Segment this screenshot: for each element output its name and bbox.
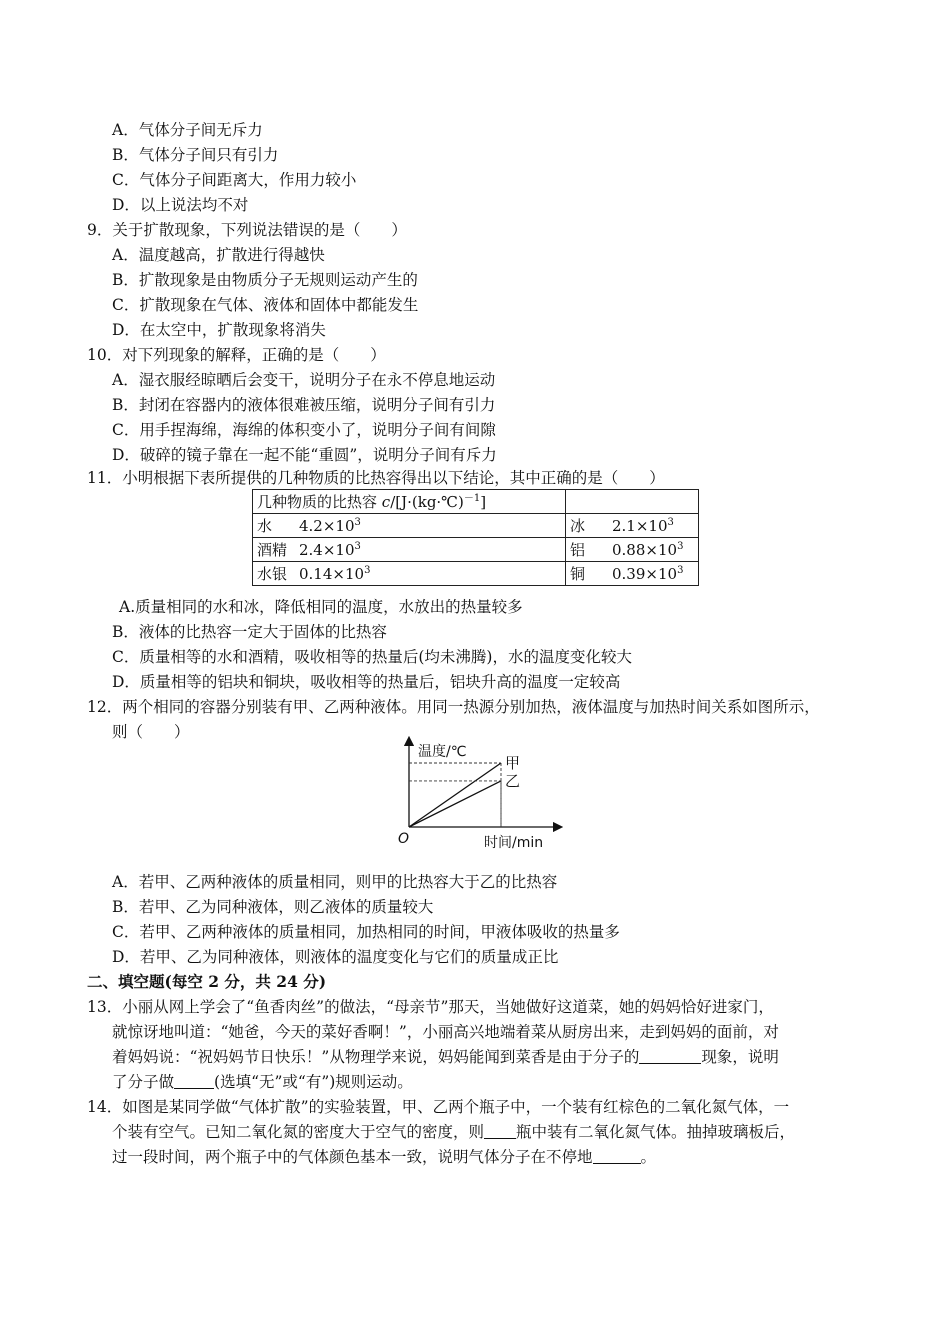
substance-name: 水 [257,517,273,535]
q8-option-d: D．以上说法均不对 [112,196,249,214]
table-header-close: ] [480,493,487,511]
specific-heat-value: 2.1×10 [612,517,668,535]
series-line-1 [409,763,501,827]
substance-name: 冰 [570,517,586,535]
q12-stem-line1: 12．两个相同的容器分别装有甲、乙两种液体。用同一热源分别加热，液体温度与加热时间关系如图所示， [87,698,820,716]
temperature-time-chart [390,735,570,855]
q14-line3 [112,1146,656,1168]
series-label-1: 甲 [505,754,521,772]
q8-option-c: C．气体分子间距离大，作用力较小 [112,171,357,189]
q9-option-a: A．温度越高，扩散进行得越快 [112,246,325,264]
q8-option-a: A．气体分子间无斥力 [112,121,263,139]
origin-label: O [398,831,410,847]
value-exponent: 3 [354,517,361,528]
q11-option-d: D．质量相等的铝块和铜块，吸收相等的热量后，铝块升高的温度一定较高 [112,673,621,691]
value-exponent: 3 [667,517,674,528]
table-header-exponent: －1 [463,493,481,504]
q14-line3-text: 过一段时间，两个瓶子中的气体颜色基本一致，说明气体分子在不停地 [112,1148,593,1166]
q8-option-b: B．气体分子间只有引力 [112,146,279,164]
q13-line4-text: 了分子做 [112,1073,175,1091]
table-header-empty-cell [566,490,699,514]
q9-option-d: D．在太空中，扩散现象将消失 [112,321,326,339]
q14-line2 [112,1121,795,1143]
q13-line1: 13．小丽从网上学会了“鱼香肉丝”的做法，“母亲节”那天，当她做好这道菜，她的妈妈恰好进家门， [87,998,774,1016]
table-row [253,562,699,586]
substance-name: 铝 [570,541,586,559]
q13-line2: 就惊讶地叫道：“她爸，今天的菜好香啊！”，小丽高兴地端着菜从厨房出来，走到妈妈的面前，对 [112,1023,779,1041]
y-axis-label: 温度/℃ [418,744,467,760]
q12-stem-line2: 则（ ） [112,723,190,741]
substance-name: 铜 [570,565,586,583]
series-line-2 [409,781,501,827]
q13-line3-text: 着妈妈说：“祝妈妈节日快乐！”从物理学来说，妈妈能闻到菜香是由于分子的 [112,1048,640,1066]
specific-heat-value: 0.14×10 [299,565,365,583]
q13-line4-tail: (选填“无”或“有”)规则运动。 [214,1073,413,1091]
q13-line4 [112,1071,413,1093]
table-header-cell [253,490,566,514]
q9-stem: 9．关于扩散现象，下列说法错误的是（ ） [87,221,407,239]
x-axis-label: 时间/min [484,835,544,851]
table-header-text: 几种物质的比热容 [257,493,382,511]
q10-option-b: B．封闭在容器内的液体很难被压缩，说明分子间有引力 [112,396,496,414]
table-cell [253,562,566,586]
specific-heat-value: 0.39×10 [612,565,678,583]
value-exponent: 3 [354,541,361,552]
q10-option-d: D．破碎的镜子靠在一起不能“重圆”，说明分子间有斥力 [112,446,497,464]
value-exponent: 3 [677,565,684,576]
q13-line3 [112,1046,779,1068]
q14-line2-text: 个装有空气。已知二氧化氮的密度大于空气的密度，则 [112,1123,485,1141]
q12-option-b: B．若甲、乙为同种液体，则乙液体的质量较大 [112,898,434,916]
value-exponent: 3 [677,541,684,552]
q14-blank-1[interactable] [484,1122,516,1139]
q9-option-b: B．扩散现象是由物质分子无规则运动产生的 [112,271,418,289]
q14-line2-tail: 瓶中装有二氧化氮气体。抽掉玻璃板后， [516,1123,796,1141]
table-header-unit: /[J·(kg·℃) [390,493,464,511]
q12-option-c: C．若甲、乙两种液体的质量相同，加热相同的时间，甲液体吸收的热量多 [112,923,620,941]
q11-stem: 11．小明根据下表所提供的几种物质的比热容得出以下结论，其中正确的是（ ） [87,469,665,487]
substance-name: 水银 [257,565,288,583]
q12-option-d: D．若甲、乙为同种液体，则液体的温度变化与它们的质量成正比 [112,948,559,966]
value-exponent: 3 [364,565,371,576]
table-header-row [253,490,699,514]
q13-blank-2[interactable] [174,1072,214,1089]
q10-option-a: A．湿衣服经晾晒后会变干，说明分子在永不停息地运动 [112,371,496,389]
table-header-symbol: c [381,493,391,511]
table-row [253,538,699,562]
q14-blank-2[interactable] [593,1147,641,1164]
q10-stem: 10．对下列现象的解释，正确的是（ ） [87,346,386,364]
section2-title: 二、填空题(每空 2 分，共 24 分) [87,972,327,991]
substance-name: 酒精 [257,541,288,559]
q11-option-c: C．质量相等的水和酒精，吸收相等的热量后(均未沸腾)，水的温度变化较大 [112,648,632,666]
specific-heat-value: 4.2×10 [299,517,355,535]
table-cell [253,514,566,538]
specific-heat-value: 2.4×10 [299,541,355,559]
specific-heat-value: 0.88×10 [612,541,678,559]
table-cell [253,538,566,562]
table-cell [566,562,699,586]
q14-line1: 14．如图是某同学做“气体扩散”的实验装置，甲、乙两个瓶子中，一个装有红棕色的二氧化氮气体，一 [87,1098,790,1116]
q11-option-b: B．液体的比热容一定大于固体的比热容 [112,623,387,641]
q9-option-c: C．扩散现象在气体、液体和固体中都能发生 [112,296,419,314]
table-cell [566,514,699,538]
series-layer [409,754,520,827]
q13-line3-tail: 现象，说明 [701,1048,779,1066]
q10-option-c: C．用手捏海绵，海绵的体积变小了，说明分子间有间隙 [112,421,496,439]
table-row [253,514,699,538]
series-label-2: 乙 [505,771,521,790]
q11-option-a: A.质量相同的水和冰，降低相同的温度，水放出的热量较多 [119,598,523,616]
q13-blank-1[interactable] [639,1047,701,1064]
q14-line3-tail: 。 [640,1148,657,1166]
table-cell [566,538,699,562]
specific-heat-table [252,489,699,586]
q12-option-a: A．若甲、乙两种液体的质量相同，则甲的比热容大于乙的比热容 [112,873,558,891]
